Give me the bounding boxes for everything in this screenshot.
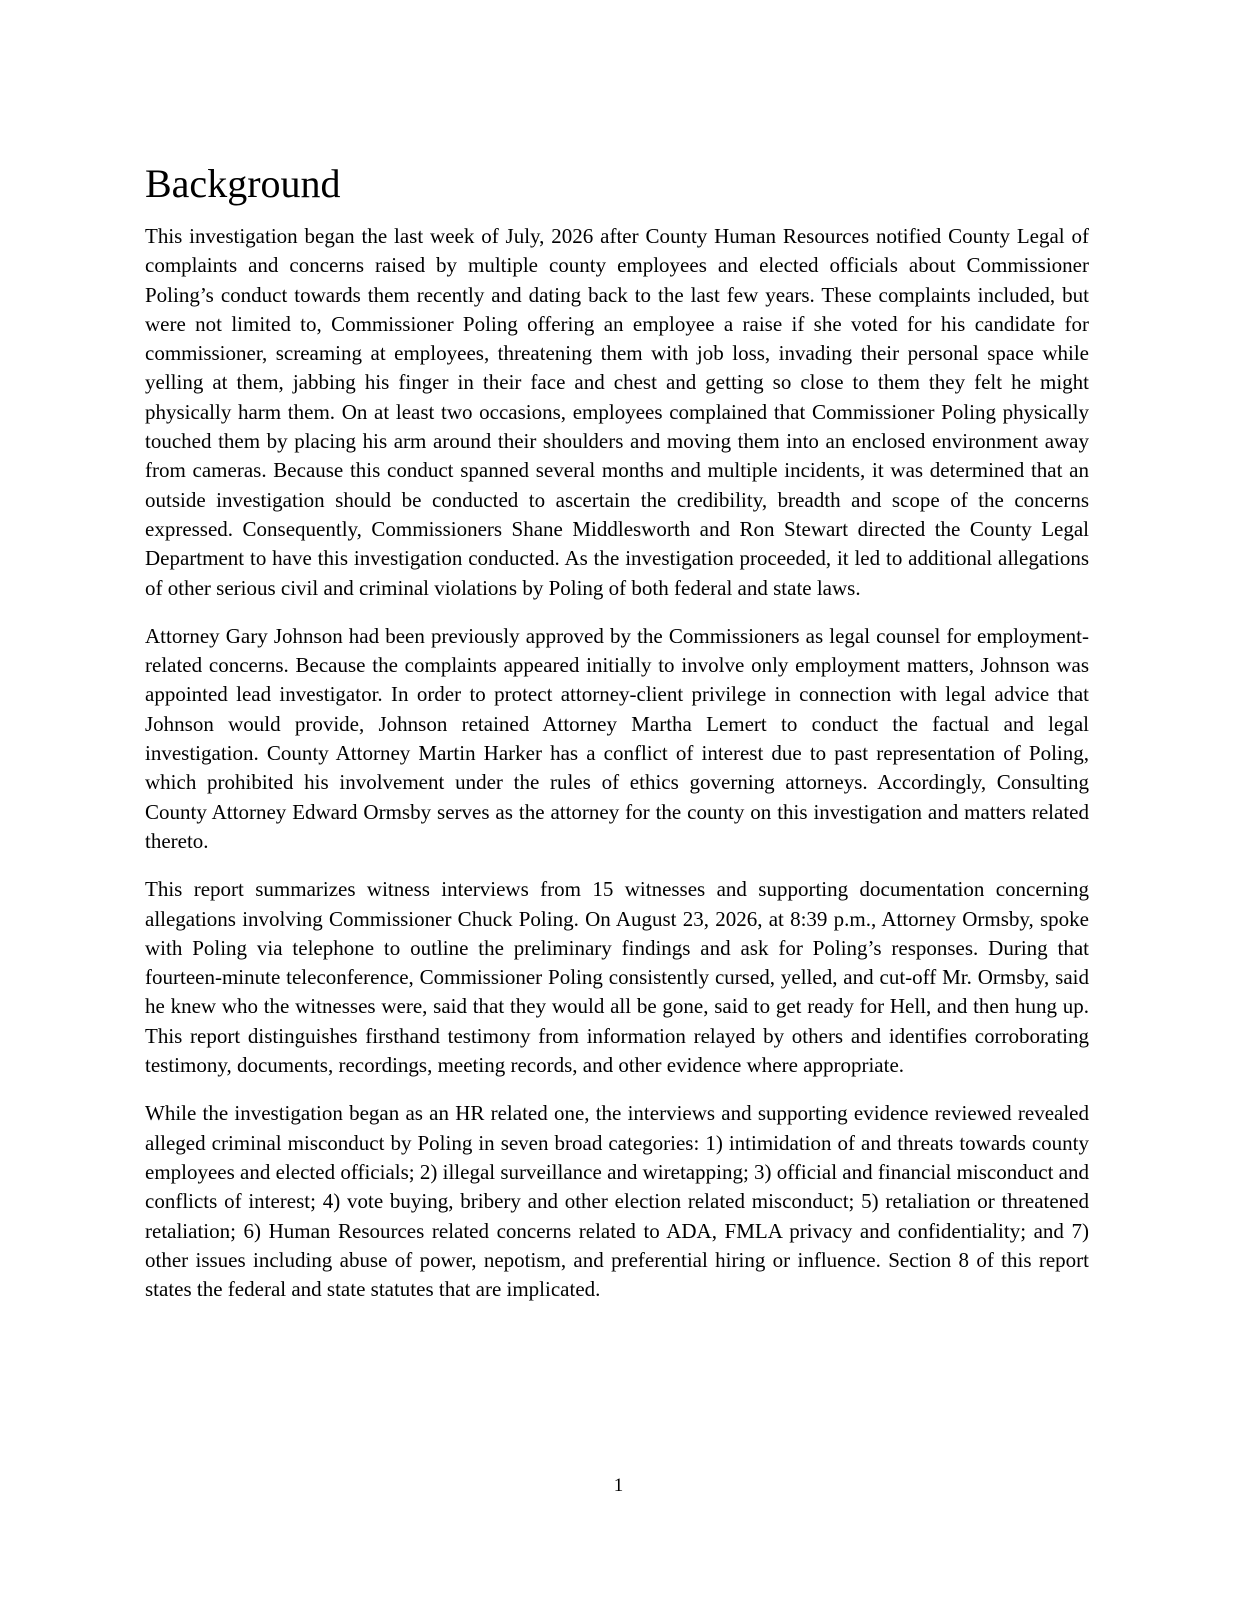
paragraph-investigators: Attorney Gary Johnson had been previously approved by the Commissioners as legal counsel for employment-related concerns. Because the complaints appeared initially to involve only employment matters, Johnson was appointed lead investigator. In order to protect attorney-client privilege in connection with legal advice that Johnson would provide, Johnson retained Attorney Martha Lemert to conduct the factual and legal investigation. County Attorney Martin Harker has a conflict of interest due to past representation of Poling, which prohibited his involvement under the rules of ethics governing attorneys. Accordingly, Consulting County Attorney Edward Ormsby serves as the attorney for the county on this investigation and matters related thereto. <box>145 623 1089 853</box>
document-body <box>145 160 1089 1323</box>
page-number: 1 <box>613 1475 624 1496</box>
section-heading: Background <box>145 161 341 206</box>
paragraph-misconduct-categories: While the investigation began as an HR related one, the interviews and supporting evidence reviewed revealed alleged criminal misconduct by Poling in seven broad categories: 1) intimidation of and threats towards county employees and elected officials; 2) illegal surveillance and wiretapping; 3) official and financial misconduct and conflicts of interest; 4) vote buying, bribery and other election related misconduct; 5) retaliation or threatened retaliation; 6) Human Resources related concerns related to ADA, FMLA privacy and confidentiality; and 7) other issues including abuse of power, nepotism, and preferential hiring or influence. Section 8 of this report states the federal and state statutes that are implicated. <box>145 1101 1089 1302</box>
paragraph-investigation-origin: This investigation began the last week of July, 2026 after County Human Resources notified County Legal of complaints and concerns raised by multiple county employees and elected officials about Commissioner Poling’s conduct towards them recently and dating back to the last few years. These complaints included, but were not limited to, Commissioner Poling offering an employee a raise if she voted for his candidate for commissioner, screaming at employees, threatening them with job loss, invading their personal space while yelling at them, jabbing his finger in their face and chest and getting so close to them they felt he might physically harm them. On at least two occasions, employees complained that Commissioner Poling physically touched them by placing his arm around their shoulders and moving them into an enclosed environment away from cameras. Because this conduct spanned several months and multiple incidents, it was determined that an outside investigation should be conducted to ascertain the credibility, breadth and scope of the concerns expressed. Consequently, Commissioners Shane Middlesworth and Ron Stewart directed the County Legal Department to have this investigation conducted. As the investigation proceeded, it led to additional allegations of other serious civil and criminal violations by Poling of both federal and state laws. <box>145 224 1089 600</box>
paragraph-report-summary: This report summarizes witness interviews from 15 witnesses and supporting documentation concerning allegations involving Commissioner Chuck Poling. On August 23, 2026, at 8:39 p.m., Attorney Ormsby, spoke with Poling via telephone to outline the preliminary findings and ask for Poling’s responses. During that fourteen-minute teleconference, Commissioner Poling consistently cursed, yelled, and cut-off Mr. Ormsby, said he knew who the witnesses were, said that they would all be gone, said to get ready for Hell, and then hung up. This report distinguishes firsthand testimony from information relayed by others and identifies corroborating testimony, documents, recordings, meeting records, and other evidence where appropriate. <box>145 877 1089 1078</box>
